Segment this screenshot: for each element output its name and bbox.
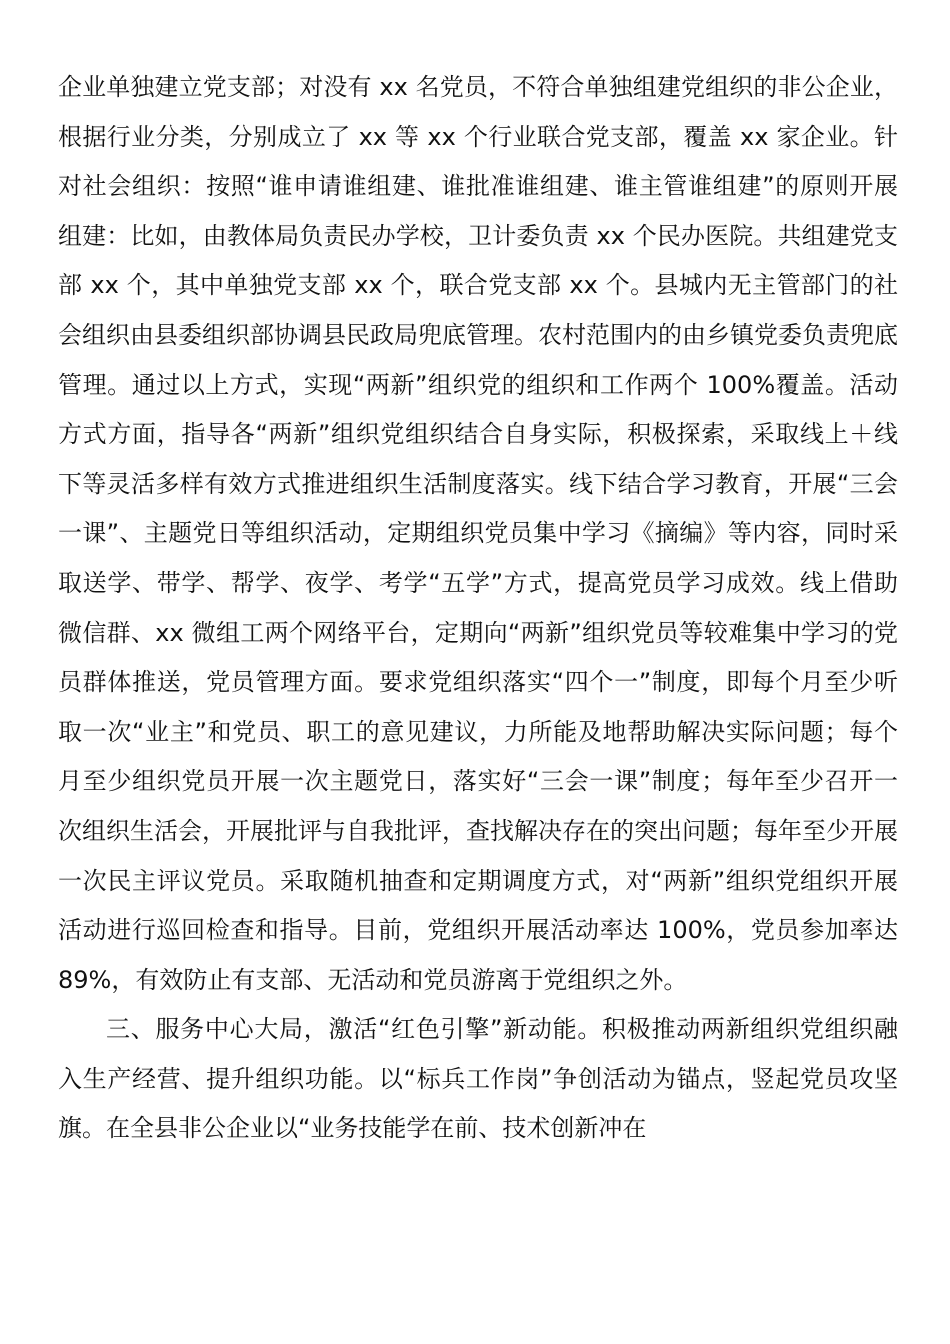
paragraph-section-three: 三、服务中心大局，激活“红色引擎”新动能。积极推动两新组织党组织融入生产经营、提升组织功能。以“标兵工作岗”争创活动为锚点，竖起党员攻坚旗。在全县非公企业以“业务技能学在前、技术创新冲在 [58, 1015, 898, 1143]
document-body [58, 63, 898, 1154]
paragraph-organization-coverage: 企业单独建立党支部；对没有 xx 名党员，不符合单独组建党组织的非公企业，根据行业分类，分别成立了 xx 等 xx 个行业联合党支部，覆盖 xx 家企业。针对社会组织：按照“谁申请谁组建、谁批准谁组建、谁主管谁组建”的原则开展组建：比如，由教体局负责民办学校，卫计委负责 xx 个民办医院。共组建党支部 xx 个，其中单独党支部 xx 个，联合党支部 xx 个。县城内无主管部门的社会组织由县委组织部协调县民政局兜底管理。农村范围内的由乡镇党委负责兜底管理。通过以上方式，实现“两新”组织党的组织和工作两个 100%覆盖。活动方式方面，指导各“两新”组织党组织结合自身实际，积极探索，采取线上＋线下等灵活多样有效方式推进组织生活制度落实。线下结合学习教育，开展“三会一课”、主题党日等组织活动，定期组织党员集中学习《摘编》等内容，同时采取送学、带学、帮学、夜学、考学“五学”方式，提高党员学习成效。线上借助微信群、xx 微组工两个网络平台，定期向“两新”组织党员等较难集中学习的党员群体推送，党员管理方面。要求党组织落实“四个一”制度，即每个月至少听取一次“业主”和党员、职工的意见建议，力所能及地帮助解决实际问题；每个月至少组织党员开展一次主题党日，落实好“三会一课”制度；每年至少召开一次组织生活会，开展批评与自我批评，查找解决存在的突出问题；每年至少开展一次民主评议党员。采取随机抽查和定期调度方式，对“两新”组织党组织开展活动进行巡回检查和指导。目前，党组织开展活动率达 100%，党员参加率达 89%，有效防止有支部、无活动和党员游离于党组织之外。 [58, 73, 898, 994]
